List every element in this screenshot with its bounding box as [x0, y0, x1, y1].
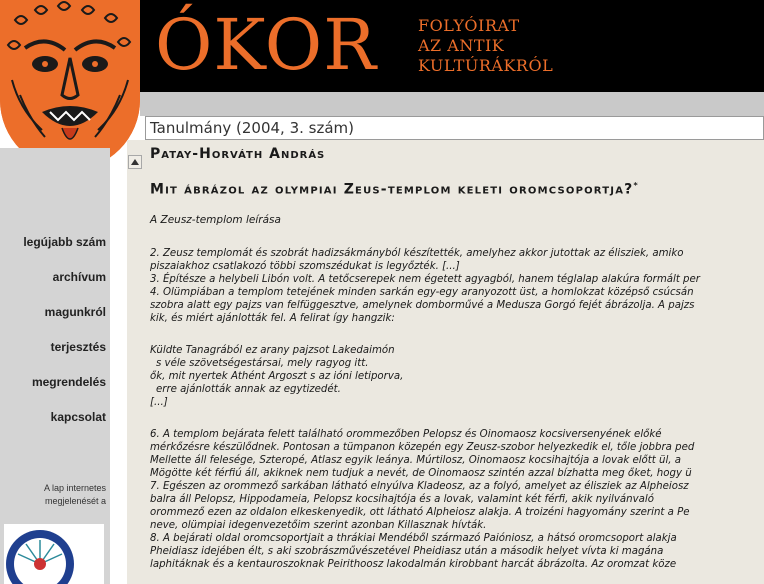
gorgon-mask-icon	[0, 0, 140, 170]
article-line: 6. A templom bejárata felett található orommezőben Pelopsz és Oinomaosz kocsiversenyének előké	[150, 429, 662, 440]
subtitle-line: AZ ANTIK	[418, 36, 505, 55]
article-line: 8. A bejárati oldal oromcsoportjait a thrákiai Mendéből származó Paióniosz, a hátsó oromcsoport alakja	[150, 533, 677, 544]
arrow-up-icon	[131, 159, 139, 165]
nav-item-about-us[interactable]: magunkról	[44, 305, 106, 319]
gorgon-mask-logo[interactable]	[0, 0, 140, 170]
article-line: Pheidiasz idejében élt, s aki szobrászművészetével Pheidiasz után a második helyet vívta ki magána	[150, 546, 664, 557]
article-line: orommező ezen az oldalon elkeskenyedik, ott látható Alpheiosz alakja. A troizéni hagyomány szerint a Pe	[150, 507, 690, 518]
article-line: laphitáknak és a kentauroszoknak Peirithoosz lakodalmán kirobbant harcát ábrázolta. Az oromzat köze	[150, 559, 677, 570]
sponsor-emblem[interactable]	[4, 524, 104, 584]
subtitle-line: KULTÚRÁKRÓL	[418, 56, 554, 75]
scroll-up-button[interactable]	[128, 155, 142, 169]
nav-item-archive[interactable]: archívum	[52, 270, 106, 284]
footnote-mark[interactable]: *	[633, 181, 639, 190]
article-line: kik, és miért ajánlották fel. A felirat így hangzik:	[150, 313, 395, 324]
site-subtitle	[418, 16, 553, 76]
article-author: Patay-Horváth András	[150, 146, 326, 162]
scrollbar-track[interactable]	[127, 140, 145, 584]
article-line: Mögötte két férfiú áll, akiknek nem tudjuk a nevét, de Oinomaosz szintén azzal bízhatta meg őket, hogy ü	[150, 468, 692, 479]
section-title-bar	[145, 116, 764, 140]
sponsor-note-line: megjelenését a	[44, 496, 106, 506]
article-line: szobra alatt egy pajzs van felfüggesztve, amelynek domborművé a Medusza Gorgó fejét ábrázolja. A pajzs	[150, 300, 695, 311]
article-line: Mellette áll felesége, Szteropé, Atlasz egyik leánya. Múrtilosz, Oinomaosz kocsihajtója a lovak előtt ül, a	[150, 455, 682, 466]
article-line: 3. Építésze a helybeli Libón volt. A tetőcserepek nem égetett agyagból, hanem téglalap alakúra formált per	[150, 274, 700, 285]
poem-line: Küldte Tanagrából ez arany pajzsot Lakedaimón	[150, 345, 395, 356]
nav-item-contact[interactable]: kapcsolat	[50, 410, 106, 424]
poem-line: ők, mit nyertek Athént Argoszt s az ióni letiporva,	[150, 371, 404, 382]
article-line: mérkőzésre készülődnek. Pontosan a tümpanon közepén egy Zeusz-szobor helyezkedik el, tőle jobbra ped	[150, 442, 695, 453]
nav-item-latest-issue[interactable]: legújabb szám	[23, 235, 106, 249]
article-content	[146, 144, 764, 584]
nav-item-subscribe[interactable]: megrendelés	[31, 375, 106, 389]
article-line: 2. Zeusz templomát és szobrát hadizsákmányból készítették, amelyhez akkor jutottak az élisziek, amiko	[150, 248, 684, 259]
nav-item-distribution[interactable]: terjesztés	[50, 340, 106, 354]
article-line: piszaiakhoz csatlakozó többi szomszédukat is legyőzték. [...]	[150, 261, 460, 272]
emblem-icon	[4, 524, 104, 584]
poem-line: [...]	[150, 397, 168, 408]
article-line: 7. Egészen az orommező sarkában látható elnyúlva Kladeosz, az a folyó, amelyet az élisziek az Alpheiosz	[150, 481, 689, 492]
sponsor-note-line: A lap internetes	[43, 483, 106, 493]
poem-line: s véle szövetségestársai, mely ragyog itt.	[156, 358, 369, 369]
subtitle-line: FOLYÓIRAT	[418, 16, 520, 35]
poem-line: erre ajánlották annak az egytizedét.	[156, 384, 341, 395]
article-title-text: Mit ábrázol az olympiai Zeus-templom keleti oromcsoportja?	[150, 181, 634, 198]
site-brand[interactable]: ÓKOR	[155, 4, 377, 86]
article-line: 4. Olümpiában a templom tetejének minden sarkán egy-egy aranyozott üst, a homlokzat középső csúcsán	[150, 287, 694, 298]
sponsor-note	[2, 482, 106, 508]
header-strip	[140, 92, 764, 116]
article-line: neve, olümpiai idegenvezetőim szerint azonban Killasznak hívták.	[150, 520, 487, 531]
article-line: balra áll Pelopsz, Hippodameia, Pelopsz kocsihajtója és a lovak, valamint két férfi, akik nyilvánvaló	[150, 494, 654, 505]
article-title	[150, 181, 639, 198]
section-heading: A Zeusz-templom leírása	[150, 214, 281, 226]
sidebar-nav	[0, 148, 110, 584]
section-title: Tanulmány (2004, 3. szám)	[150, 119, 354, 137]
